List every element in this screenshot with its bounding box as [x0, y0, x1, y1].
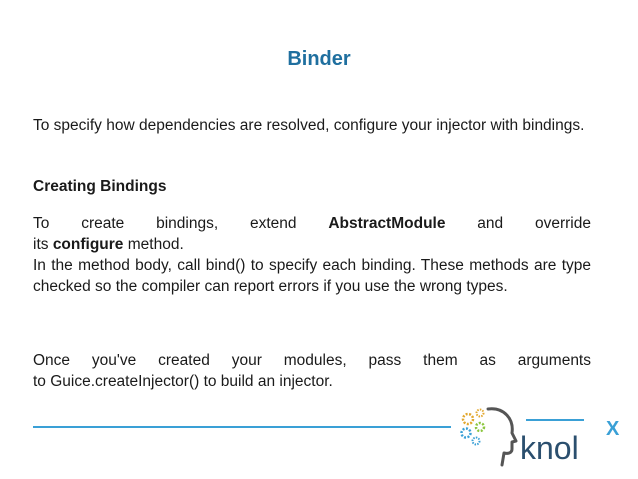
closing-line-1: Once you've created your modules, pass them as arguments	[33, 352, 591, 369]
head-profile-icon	[488, 409, 516, 465]
intro-paragraph: To specify how dependencies are resolved, configure your injector with bindings.	[33, 117, 585, 134]
knolx-logo	[456, 405, 636, 475]
logo-wordmark: knol	[520, 430, 579, 466]
bindings-paragraph	[33, 213, 591, 297]
bindings-line-2: its configure method.	[33, 236, 184, 253]
creating-bindings-heading: Creating Bindings	[33, 178, 167, 195]
closing-paragraph	[33, 350, 591, 392]
slide-title: Binder	[287, 48, 351, 70]
bindings-line-1: To create bindings, extend AbstractModule and override	[33, 215, 591, 232]
logo-x-mark: X	[606, 418, 620, 440]
configure-term: configure	[52, 236, 124, 253]
gear-dots-icon	[462, 410, 485, 445]
abstract-module-term: AbstractModule	[328, 215, 446, 232]
footer-divider	[33, 426, 451, 428]
closing-line-2: to Guice.createInjector() to build an injector.	[33, 373, 333, 390]
bind-explanation: In the method body, call bind() to specify each binding. These methods are type checked so the compiler can report errors if you use the wrong types.	[33, 257, 591, 295]
